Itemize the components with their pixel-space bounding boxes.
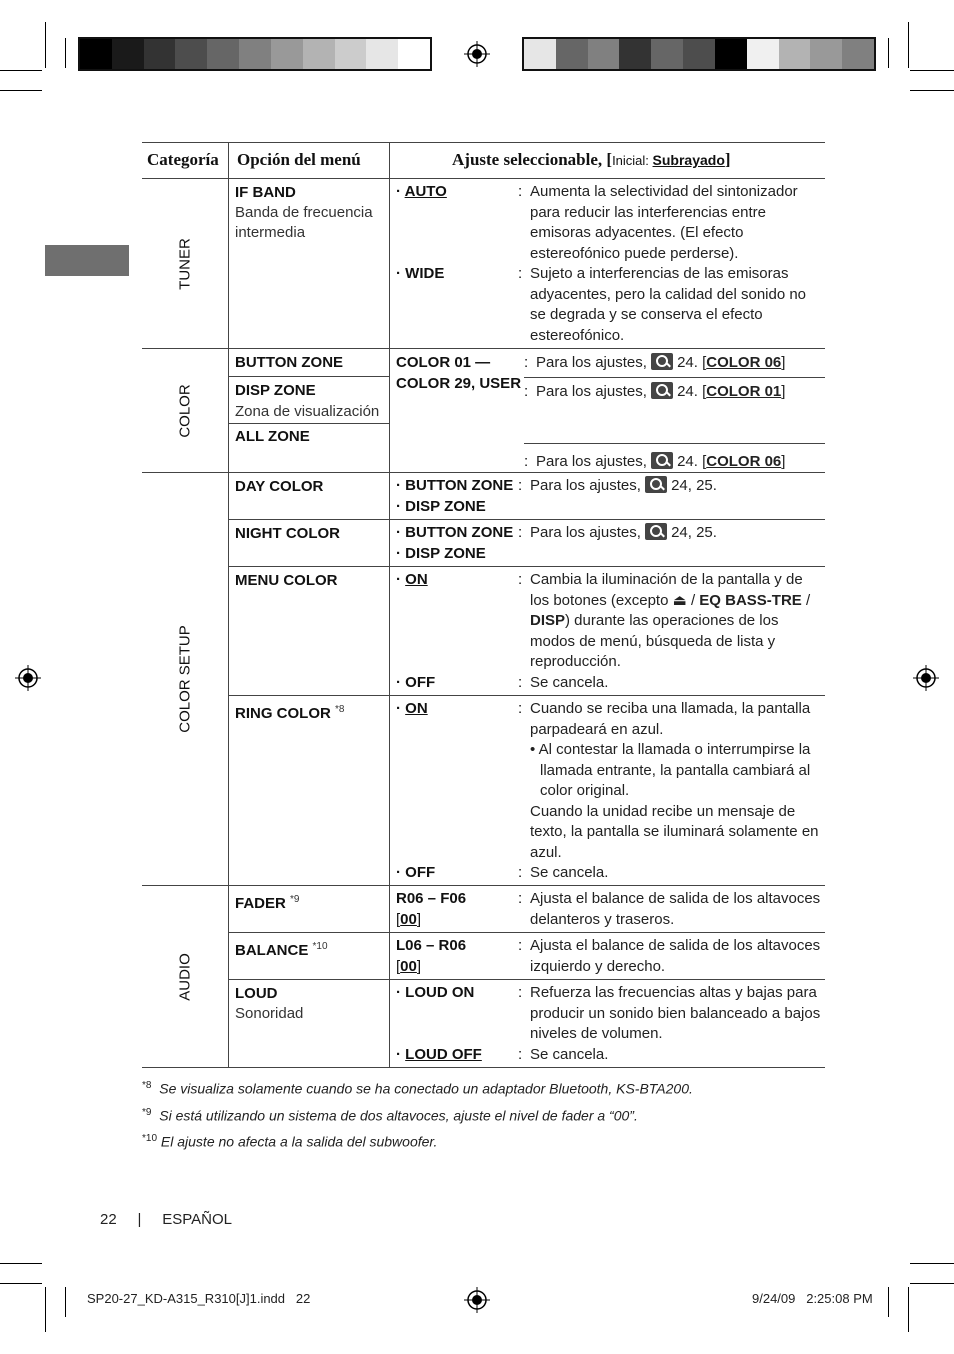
page-number: 22 <box>100 1211 117 1228</box>
color-swatch <box>588 39 620 69</box>
category-tuner: TUNER <box>142 179 229 349</box>
table-row <box>142 696 825 886</box>
color-swatch <box>842 39 874 69</box>
color-swatch <box>144 39 176 69</box>
footnote-8: $^{*8}$ Se visualiza solamente cuando se ha conectado un adaptador Bluetooth, KS-BTA200. <box>142 1080 693 1097</box>
color-swatch <box>366 39 398 69</box>
settings-if-band: · AUTO : Aumenta la selectividad del sintonizador para reducir las interferencias entre emisoras adyacentes. (El efecto estereofónico puede perderse). · WIDE : Sujeto a interferencias de las emisoras adyacentes, pero la calidad del sonido no se degrada y se conserva el efecto estereofónico. <box>390 179 826 349</box>
category-audio: AUDIO <box>142 886 229 1068</box>
grayscale-bar-left <box>78 37 432 71</box>
option-menu-color: MENU COLOR <box>229 567 390 696</box>
footnotes <box>142 1074 693 1154</box>
grayscale-bar-right <box>522 37 876 71</box>
magnifier-icon <box>651 452 673 469</box>
color-swatch <box>239 39 271 69</box>
option-color-zones: BUTTON ZONE DISP ZONE Zona de visualización ALL ZONE <box>229 349 390 473</box>
color-swatch <box>335 39 367 69</box>
footnote-9: $^{*9}$ Si está utilizando un sistema de dos altavoces, ajuste el nivel de fader a “00”. <box>142 1106 638 1124</box>
language-label: ESPAÑOL <box>162 1211 233 1228</box>
page-footer: 22 | ESPAÑOL <box>100 1211 233 1228</box>
category-color: COLOR <box>142 349 229 473</box>
crop-mark <box>910 1263 954 1264</box>
option-fader: FADER $^{*9}$ <box>229 886 390 933</box>
option-ring-color: RING COLOR $^{*8}$ <box>229 696 390 886</box>
magnifier-icon <box>651 353 673 370</box>
crop-mark <box>0 1283 42 1284</box>
color-swatch <box>207 39 239 69</box>
header-opcion: Opción del menú <box>229 143 390 179</box>
settings-loud: · LOUD ON : Refuerza las frecuencias altas y bajas para producir un sonido bien balanceado a bajos niveles de volumen. · LOUD OFF : Se cancela. <box>390 980 826 1068</box>
option-balance: BALANCE $^{*10}$ <box>229 933 390 980</box>
color-swatch <box>810 39 842 69</box>
crop-mark <box>908 22 909 68</box>
crop-mark <box>888 1287 889 1317</box>
color-swatch <box>651 39 683 69</box>
file-slug: SP20-27_KD-A315_R310[J]1.indd 22 <box>87 1291 311 1306</box>
crop-mark <box>65 38 66 68</box>
crop-mark <box>910 90 954 91</box>
header-ajuste: Ajuste seleccionable, [Inicial: Subrayado] <box>390 143 826 179</box>
settings-balance: L06 – R06 [00] : Ajusta el balance de salida de los altavoces izquierdo y derecho. <box>390 933 826 980</box>
table-row <box>142 473 825 520</box>
color-swatch <box>715 39 747 69</box>
table-row <box>142 179 825 349</box>
crop-mark <box>45 1287 46 1332</box>
crop-mark <box>0 90 42 91</box>
header-categoria: Categoría <box>142 143 229 179</box>
color-swatch <box>80 39 112 69</box>
language-tab <box>45 245 129 276</box>
registration-mark-icon <box>913 665 939 691</box>
option-if-band: IF BAND Banda de frecuencia intermedia <box>229 179 390 349</box>
color-swatch <box>556 39 588 69</box>
registration-mark-icon <box>464 41 490 67</box>
table-row <box>142 933 825 980</box>
crop-mark <box>0 70 42 71</box>
crop-mark <box>0 1263 42 1264</box>
color-swatch <box>779 39 811 69</box>
option-day-color: DAY COLOR <box>229 473 390 520</box>
settings-menu-color: · ON : Cambia la iluminación de la pantalla y de los botones (excepto ⏏ / EQ BASS-TRE / DISP) durante las operaciones de los modos de menú, búsqueda de lista y reproducción. · OFF : Se cancela. <box>390 567 826 696</box>
color-swatch <box>619 39 651 69</box>
crop-mark <box>910 70 954 71</box>
color-swatch <box>524 39 556 69</box>
magnifier-icon <box>651 382 673 399</box>
magnifier-icon <box>645 523 667 540</box>
table-row <box>142 520 825 567</box>
crop-mark <box>45 22 46 68</box>
registration-mark-icon <box>464 1287 490 1313</box>
date-slug: 9/24/09 2:25:08 PM <box>752 1291 873 1306</box>
table-header <box>142 143 825 179</box>
table-row <box>142 886 825 933</box>
menu-table <box>142 142 825 1068</box>
settings-fader: R06 – F06 [00] : Ajusta el balance de salida de los altavoces delanteros y traseros. <box>390 886 826 933</box>
settings-ring-color: · ON : Cuando se reciba una llamada, la pantalla parpadeará en azul. • Al contestar la llamada o interrumpirse la llamada entrante, la pantalla cambiará al color original. Cuando la unidad recibe un mensaje de texto, la pantalla se iluminará solamente en azul. · OFF : Se cancela. <box>390 696 826 886</box>
settings-day-color: · BUTTON ZONE : Para los ajustes, 24, 25. · DISP ZONE <box>390 473 826 520</box>
settings-night-color: · BUTTON ZONE : Para los ajustes, 24, 25. · DISP ZONE <box>390 520 826 567</box>
color-swatch <box>271 39 303 69</box>
crop-mark <box>888 38 889 68</box>
category-color-setup: COLOR SETUP <box>142 473 229 886</box>
color-swatch <box>175 39 207 69</box>
crop-mark <box>908 1287 909 1332</box>
eject-icon: ⏏ <box>672 591 687 609</box>
color-swatch <box>683 39 715 69</box>
crop-mark <box>65 1287 66 1317</box>
option-loud: LOUD Sonoridad <box>229 980 390 1068</box>
color-swatch <box>112 39 144 69</box>
color-swatch <box>398 39 430 69</box>
registration-mark-icon <box>15 665 41 691</box>
table-row <box>142 980 825 1068</box>
footnote-10: $^{*10}$ El ajuste no afecta a la salida del subwoofer. <box>142 1133 438 1150</box>
settings-color-zones: COLOR 01 — COLOR 29, USER : Para los ajustes, 24. [COLOR 06] : Para los ajustes, 24. [COLOR 01] : Para los ajustes, 24. [COLOR 06] <box>390 349 826 473</box>
color-swatch <box>747 39 779 69</box>
crop-mark <box>910 1283 954 1284</box>
table-row <box>142 349 825 473</box>
table-row <box>142 567 825 696</box>
magnifier-icon <box>645 476 667 493</box>
option-night-color: NIGHT COLOR <box>229 520 390 567</box>
color-swatch <box>303 39 335 69</box>
